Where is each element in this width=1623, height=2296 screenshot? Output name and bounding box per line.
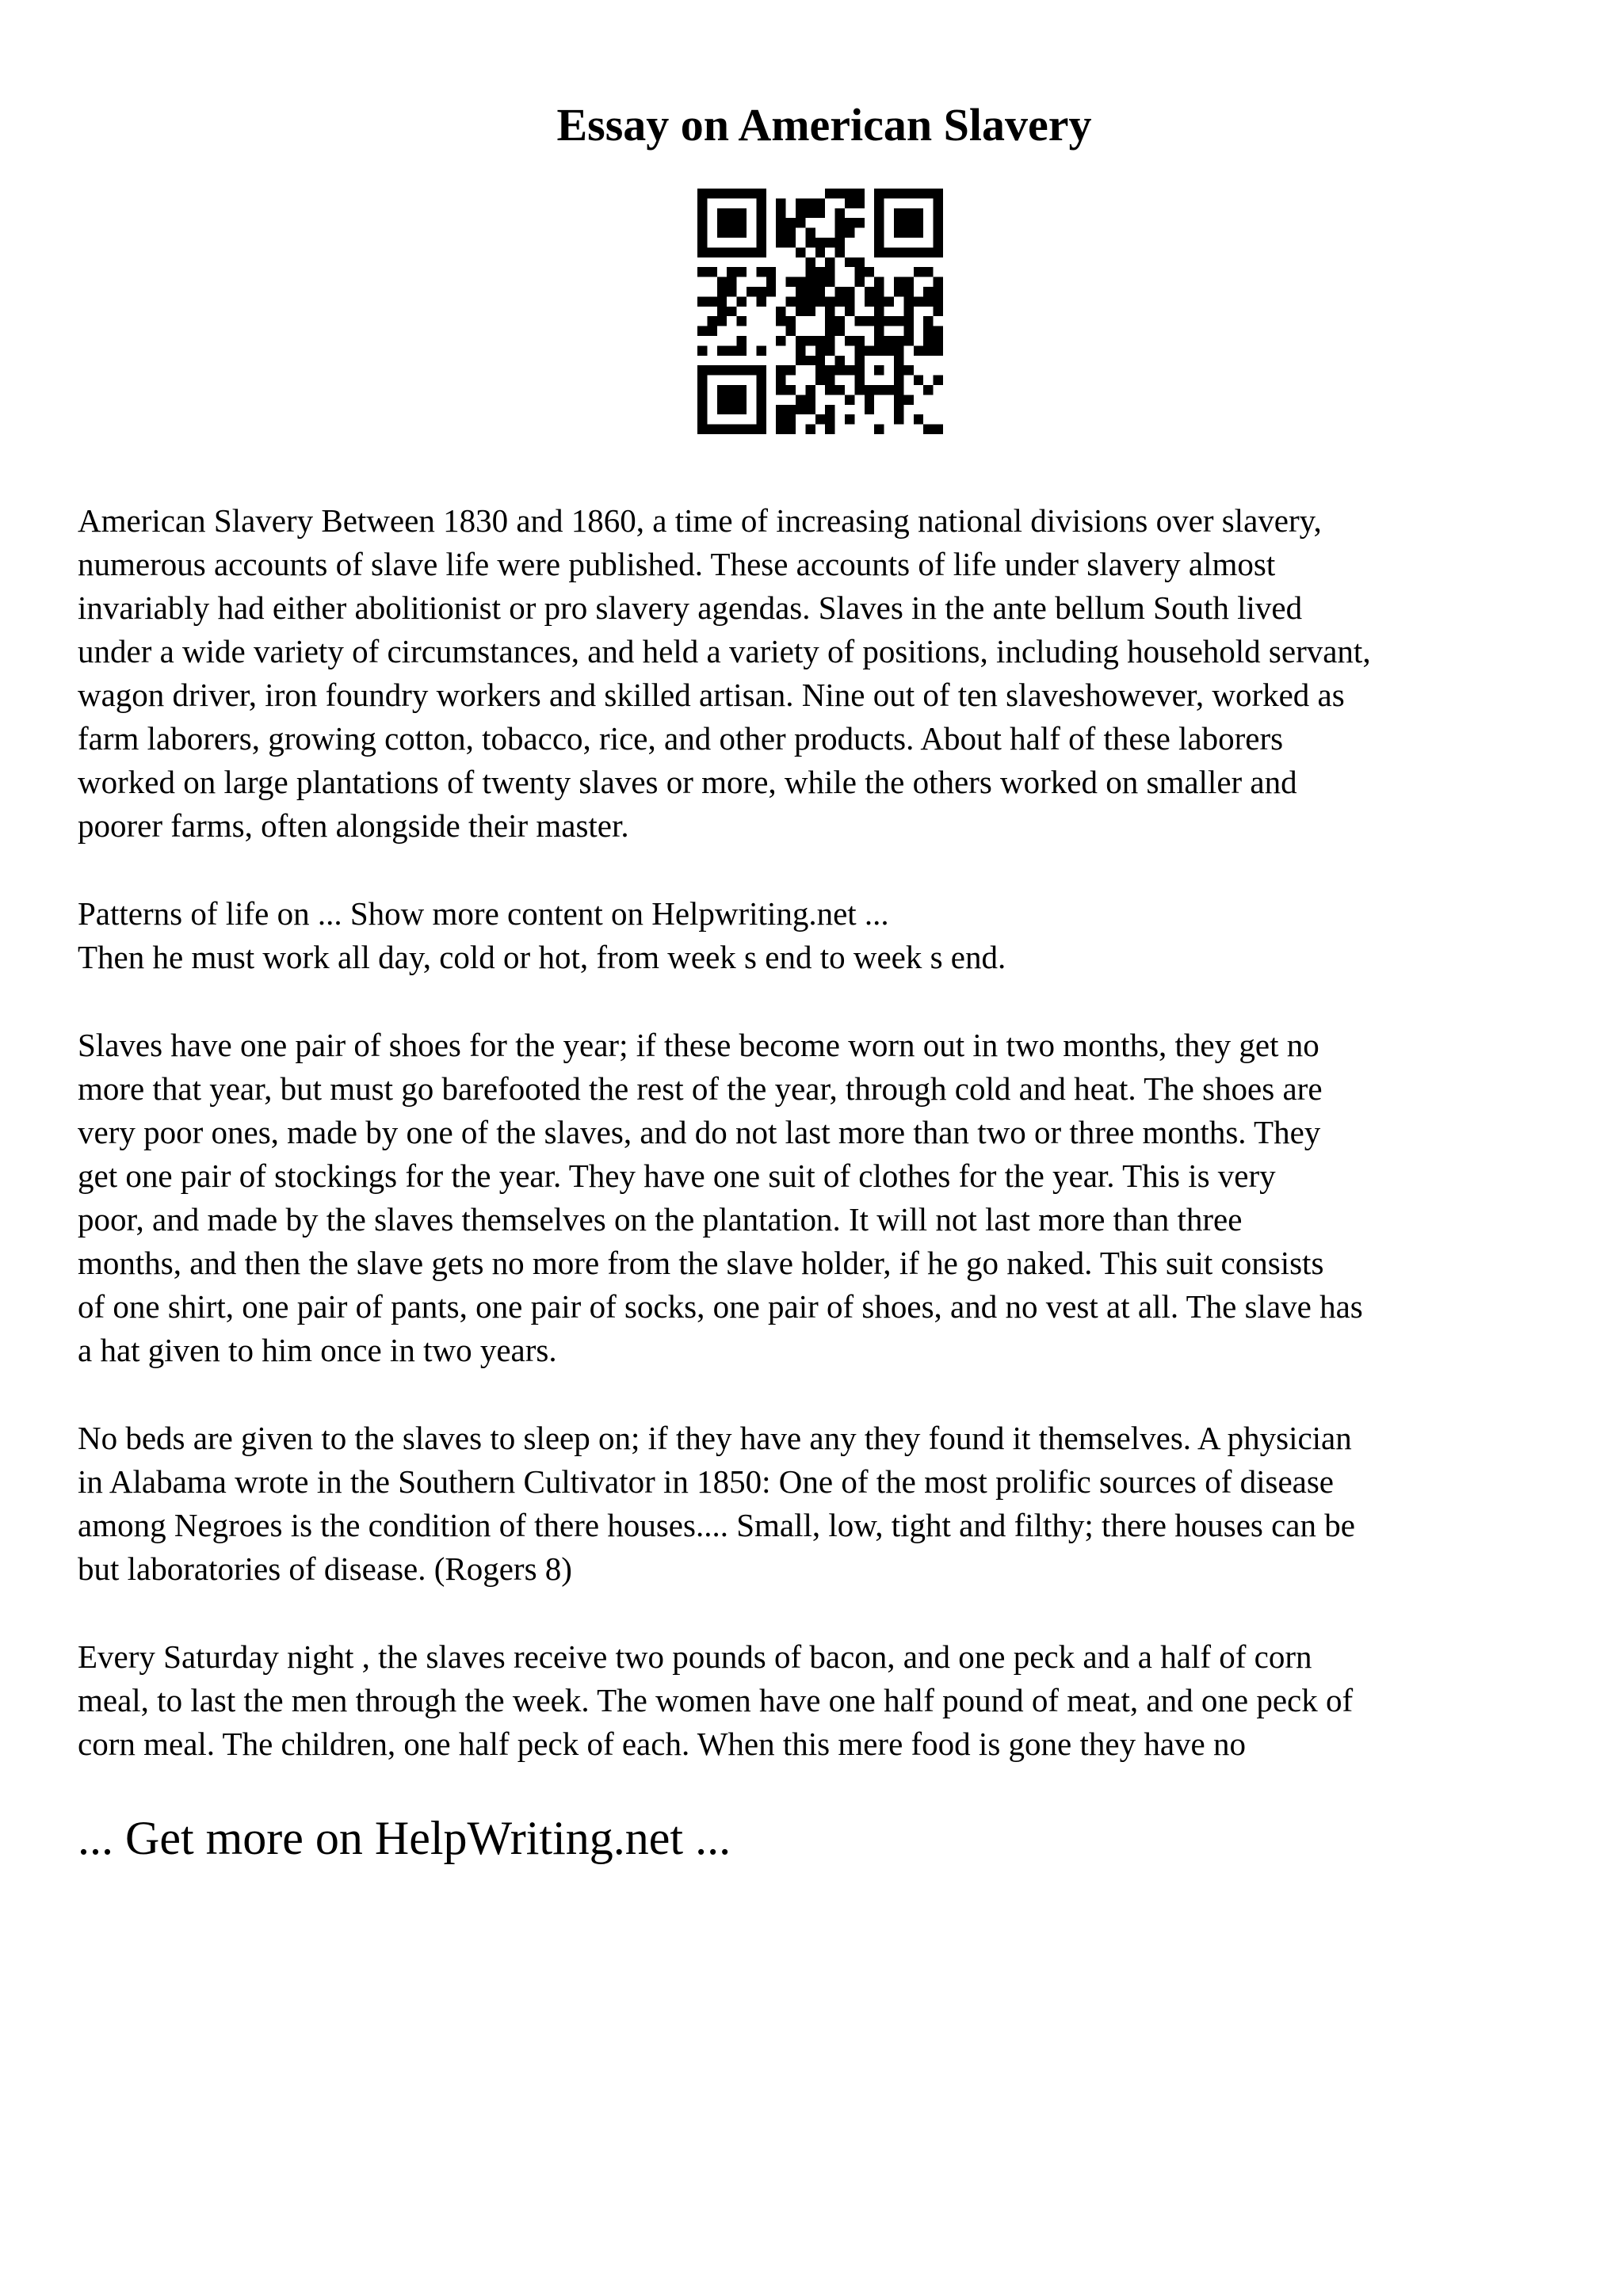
text-line: invariably had either abolitionist or pro slavery agendas. Slaves in the ante bellum South lived <box>78 589 1303 626</box>
paragraph-4 <box>78 1417 1568 1591</box>
essay-body <box>78 499 1568 1810</box>
page-title: Essay on American Slavery <box>556 99 1092 151</box>
text-line: of one shirt, one pair of pants, one pair of socks, one pair of shoes, and no vest at all. The slave has <box>78 1288 1363 1325</box>
text-line: poorer farms, often alongside their master. <box>78 807 629 844</box>
text-line: under a wide variety of circumstances, and held a variety of positions, including household servant, <box>78 633 1371 669</box>
text-line: American Slavery Between 1830 and 1860, a time of increasing national divisions over slavery, <box>78 502 1322 539</box>
text-line: worked on large plantations of twenty slaves or more, while the others worked on smaller and <box>78 764 1297 800</box>
text-line: very poor ones, made by one of the slaves, and do not last more than two or three months. They <box>78 1114 1321 1150</box>
text-line: among Negroes is the condition of there houses.... Small, low, tight and filthy; there houses can be <box>78 1507 1355 1543</box>
show-more-link[interactable]: Patterns of life on ... Show more content on Helpwriting.net ... <box>78 895 889 932</box>
text-line: poor, and made by the slaves themselves on the plantation. It will not last more than three <box>78 1201 1243 1238</box>
text-line: wagon driver, iron foundry workers and skilled artisan. Nine out of ten slaveshowever, worked as <box>78 677 1345 713</box>
text-line: Every Saturday night , the slaves receive two pounds of bacon, and one peck and a half of corn <box>78 1638 1312 1675</box>
text-line: in Alabama wrote in the Southern Cultivator in 1850: One of the most prolific sources of disease <box>78 1463 1335 1500</box>
text-line: get one pair of stockings for the year. They have one suit of clothes for the year. This is very <box>78 1158 1276 1194</box>
text-line: No beds are given to the slaves to sleep on; if they have any they found it themselves. A physician <box>78 1420 1352 1456</box>
text-line: Slaves have one pair of shoes for the year; if these become worn out in two months, they get no <box>78 1027 1319 1063</box>
text-line: more that year, but must go barefooted the rest of the year, through cold and heat. The shoes are <box>78 1070 1323 1107</box>
text-line: Then he must work all day, cold or hot, from week s end to week s end. <box>78 939 1006 975</box>
qr-code <box>697 189 943 434</box>
text-line: corn meal. The children, one half peck of each. When this mere food is gone they have no <box>78 1726 1246 1762</box>
text-line: a hat given to him once in two years. <box>78 1332 557 1368</box>
text-line: farm laborers, growing cotton, tobacco, rice, and other products. About half of these laborers <box>78 720 1284 757</box>
get-more-link[interactable]: ... Get more on HelpWriting.net ... <box>78 1812 731 1864</box>
text-line: but laboratories of disease. (Rogers 8) <box>78 1550 572 1587</box>
paragraph-2 <box>78 892 1568 979</box>
text-line: meal, to last the men through the week. The women have one half pound of meat, and one peck of <box>78 1682 1354 1718</box>
text-line: months, and then the slave gets no more from the slave holder, if he go naked. This suit consists <box>78 1245 1324 1281</box>
paragraph-5 <box>78 1635 1568 1766</box>
paragraph-3 <box>78 1024 1568 1372</box>
paragraph-1 <box>78 499 1568 848</box>
text-line: numerous accounts of slave life were published. These accounts of life under slavery almost <box>78 546 1276 582</box>
